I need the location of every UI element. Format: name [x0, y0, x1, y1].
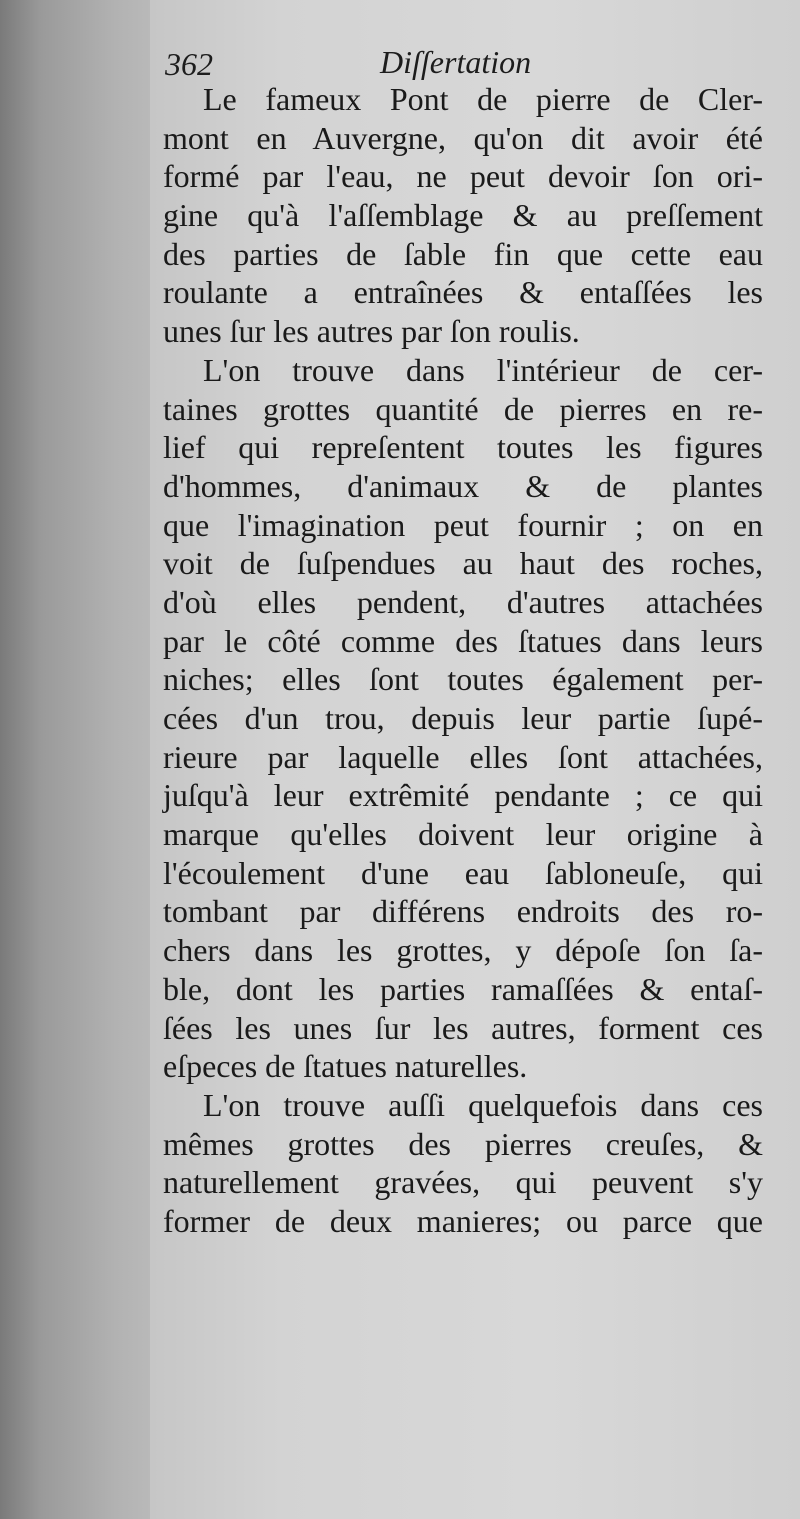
text-line: ſées les unes ſur les autres, forment ces	[163, 1009, 763, 1046]
text-line: former de deux manieres; ou parce que	[163, 1202, 763, 1239]
text-line: marque qu'elles doivent leur origine à	[163, 816, 763, 853]
text-line: par le côté comme des ſtatues dans leurs	[163, 622, 763, 659]
page-number: 362	[165, 46, 213, 82]
text-line: chers dans les grottes, y dépoſe ſon ſa-	[163, 932, 763, 969]
text-line: mont en Auvergne, qu'on dit avoir été	[163, 119, 763, 156]
text-line: rieure par laquelle elles ſont attachées,	[163, 738, 763, 775]
text-line: d'où elles pendent, d'autres attachées	[163, 583, 763, 620]
text-line: des parties de ſable fin que cette eau	[163, 235, 763, 272]
text-line: cées d'un trou, depuis leur partie ſupé-	[163, 700, 763, 736]
text-line: ble, dont les parties ramaſſées & entaſ-	[163, 970, 763, 1007]
text-line: formé par l'eau, ne peut devoir ſon ori-	[163, 158, 763, 195]
text-line: tombant par différens endroits des ro-	[163, 893, 763, 930]
text-line: niches; elles ſont toutes également per-	[163, 661, 763, 698]
text-line: Le fameux Pont de pierre de Cler-	[203, 81, 763, 117]
body-text	[163, 80, 763, 1241]
text-line: roulante a entraînées & entaſſées les	[163, 274, 763, 311]
text-line: l'écoulement d'une eau ſabloneuſe, qui	[163, 854, 763, 891]
book-gutter-shadow	[0, 0, 165, 1519]
text-line: juſqu'à leur extrêmité pendante ; ce qui	[163, 777, 763, 814]
text-line: d'hommes, d'animaux & de plantes	[163, 467, 763, 504]
text-line: que l'imagination peut fournir ; on en	[163, 506, 763, 543]
text-line: unes ſur les autres par ſon roulis.	[163, 313, 580, 350]
running-head: Diſſertation	[380, 44, 532, 80]
text-line: eſpeces de ſtatues naturelles.	[163, 1048, 528, 1085]
text-line: lief qui repreſentent toutes les figures	[163, 429, 763, 466]
text-line: L'on trouve auſſi quelquefois dans ces	[203, 1086, 763, 1123]
text-line: gine qu'à l'aſſemblage & au preſſement	[163, 197, 763, 234]
text-line: taines grottes quantité de pierres en re-	[163, 390, 763, 427]
text-line: voit de ſuſpendues au haut des roches,	[163, 545, 763, 582]
text-line: L'on trouve dans l'intérieur de cer-	[203, 351, 763, 388]
text-line: mêmes grottes des pierres creuſes, &	[163, 1125, 763, 1162]
text-line: naturellement gravées, qui peuvent s'y	[163, 1164, 763, 1201]
